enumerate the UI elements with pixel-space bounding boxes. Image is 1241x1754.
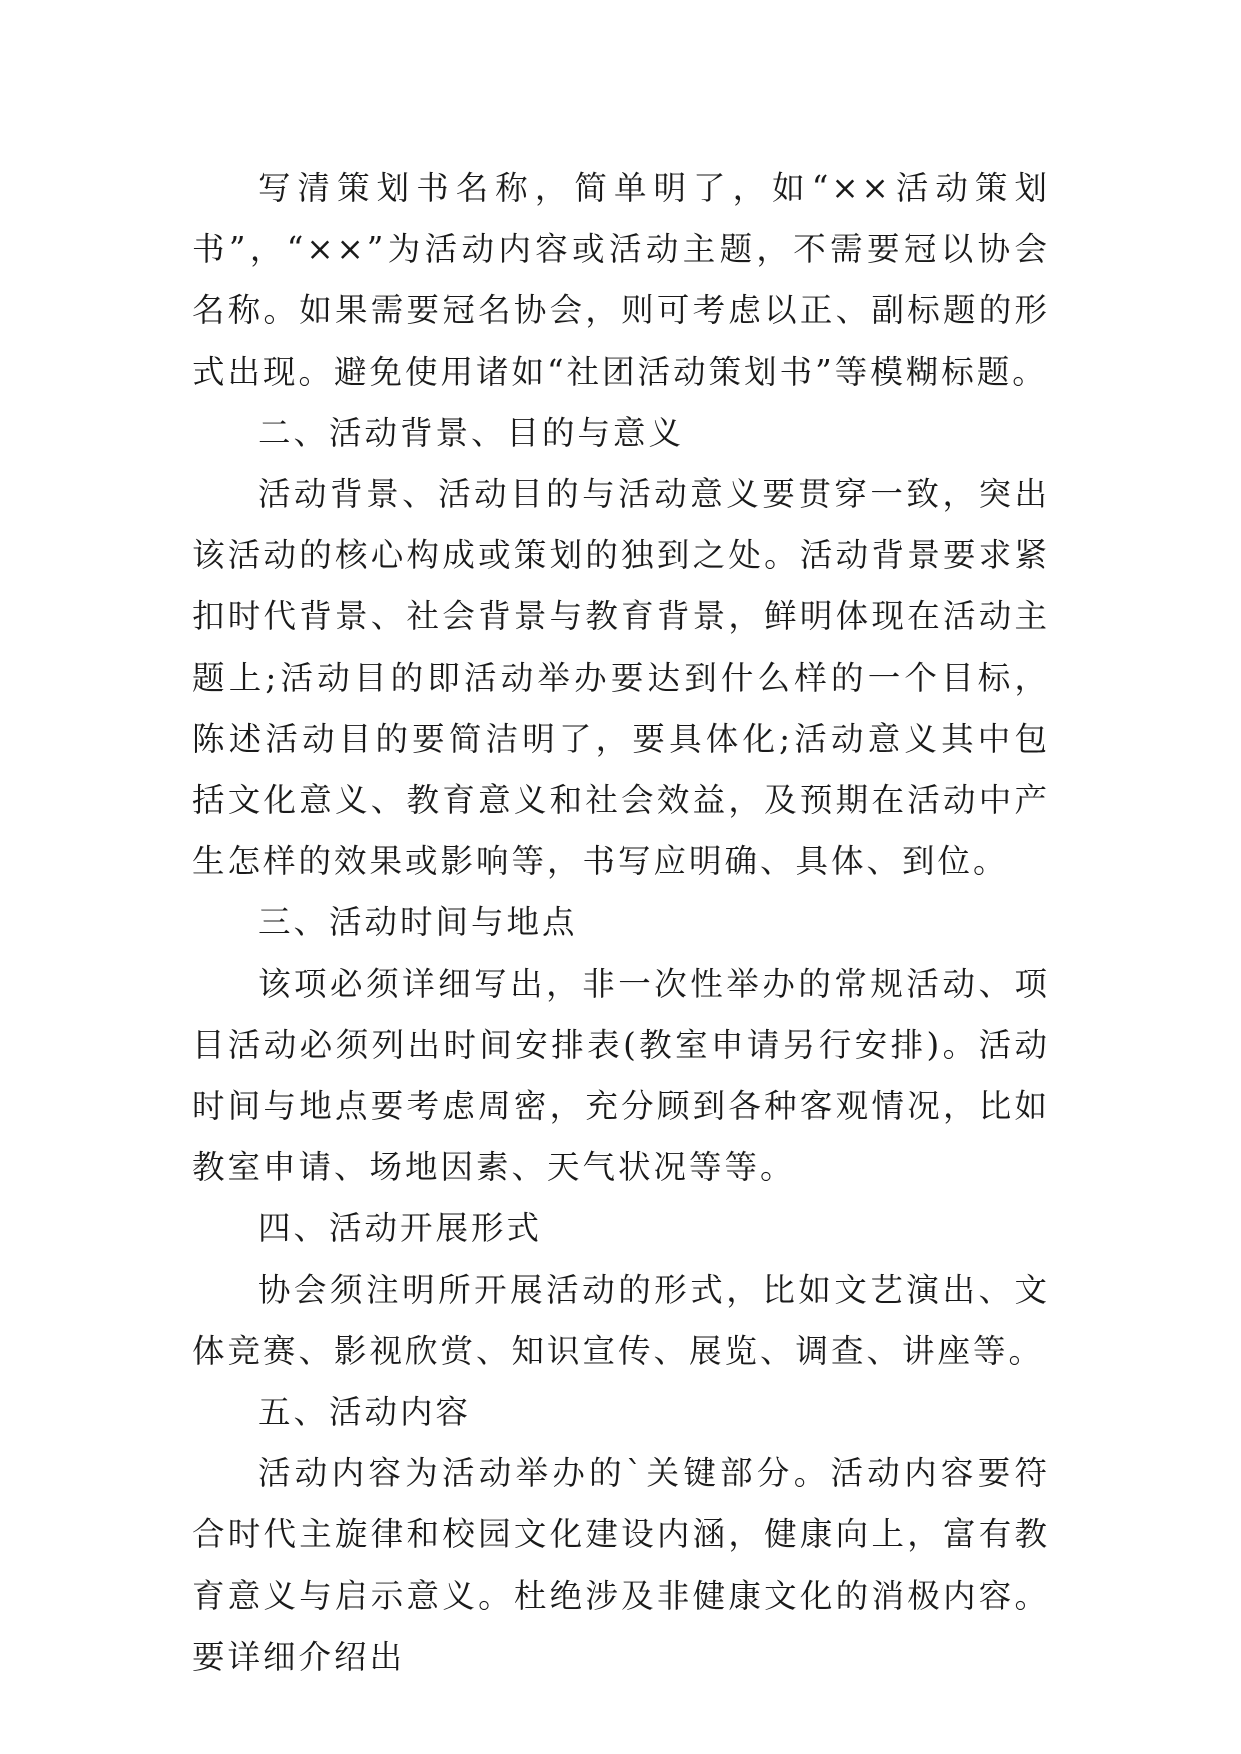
section-heading-content: 五、活动内容 <box>258 1393 472 1432</box>
paragraph-time-place: 该项必须详细写出，非一次性举办的常规活动、项目活动必须列出时间安排表(教室申请另行安排)。活动时间与地点要考虑周密，充分顾到各种客观情况，比如教室申请、场地因素、天气状况等等。 <box>192 964 1050 1187</box>
paragraph-background: 活动背景、活动目的与活动意义要贯穿一致，突出该活动的核心构成或策划的独到之处。活动背景要求紧扣时代背景、社会背景与教育背景，鲜明体现在活动主题上;活动目的即活动举办要达到什么样的一个目标，陈述活动目的要简洁明了，要具体化;活动意义其中包括文化意义、教育意义和社会效益，及预期在活动中产生怎样的效果或影响等，书写应明确、具体、到位。 <box>192 475 1050 881</box>
section-heading-background: 二、活动背景、目的与意义 <box>258 413 685 452</box>
document-body <box>192 158 1050 1688</box>
section-heading-time-place: 三、活动时间与地点 <box>258 903 578 942</box>
section-heading-format: 四、活动开展形式 <box>258 1209 543 1248</box>
paragraph-content: 活动内容为活动举办的`关键部分。活动内容要符合时代主旋律和校园文化建设内涵，健康向上，富有教育意义与启示意义。杜绝涉及非健康文化的消极内容。要详细介绍出 <box>192 1454 1050 1676</box>
paragraph-format: 协会须注明所开展活动的形式，比如文艺演出、文体竞赛、影视欣赏、知识宣传、展览、调查、讲座等。 <box>192 1270 1050 1370</box>
paragraph-title-guidance: 写清策划书名称，简单明了，如“××活动策划书”，“××”为活动内容或活动主题，不需要冠以协会名称。如果需要冠名协会，则可考虑以正、副标题的形式出现。避免使用诸如“社团活动策划书”等模糊标题。 <box>192 169 1050 391</box>
